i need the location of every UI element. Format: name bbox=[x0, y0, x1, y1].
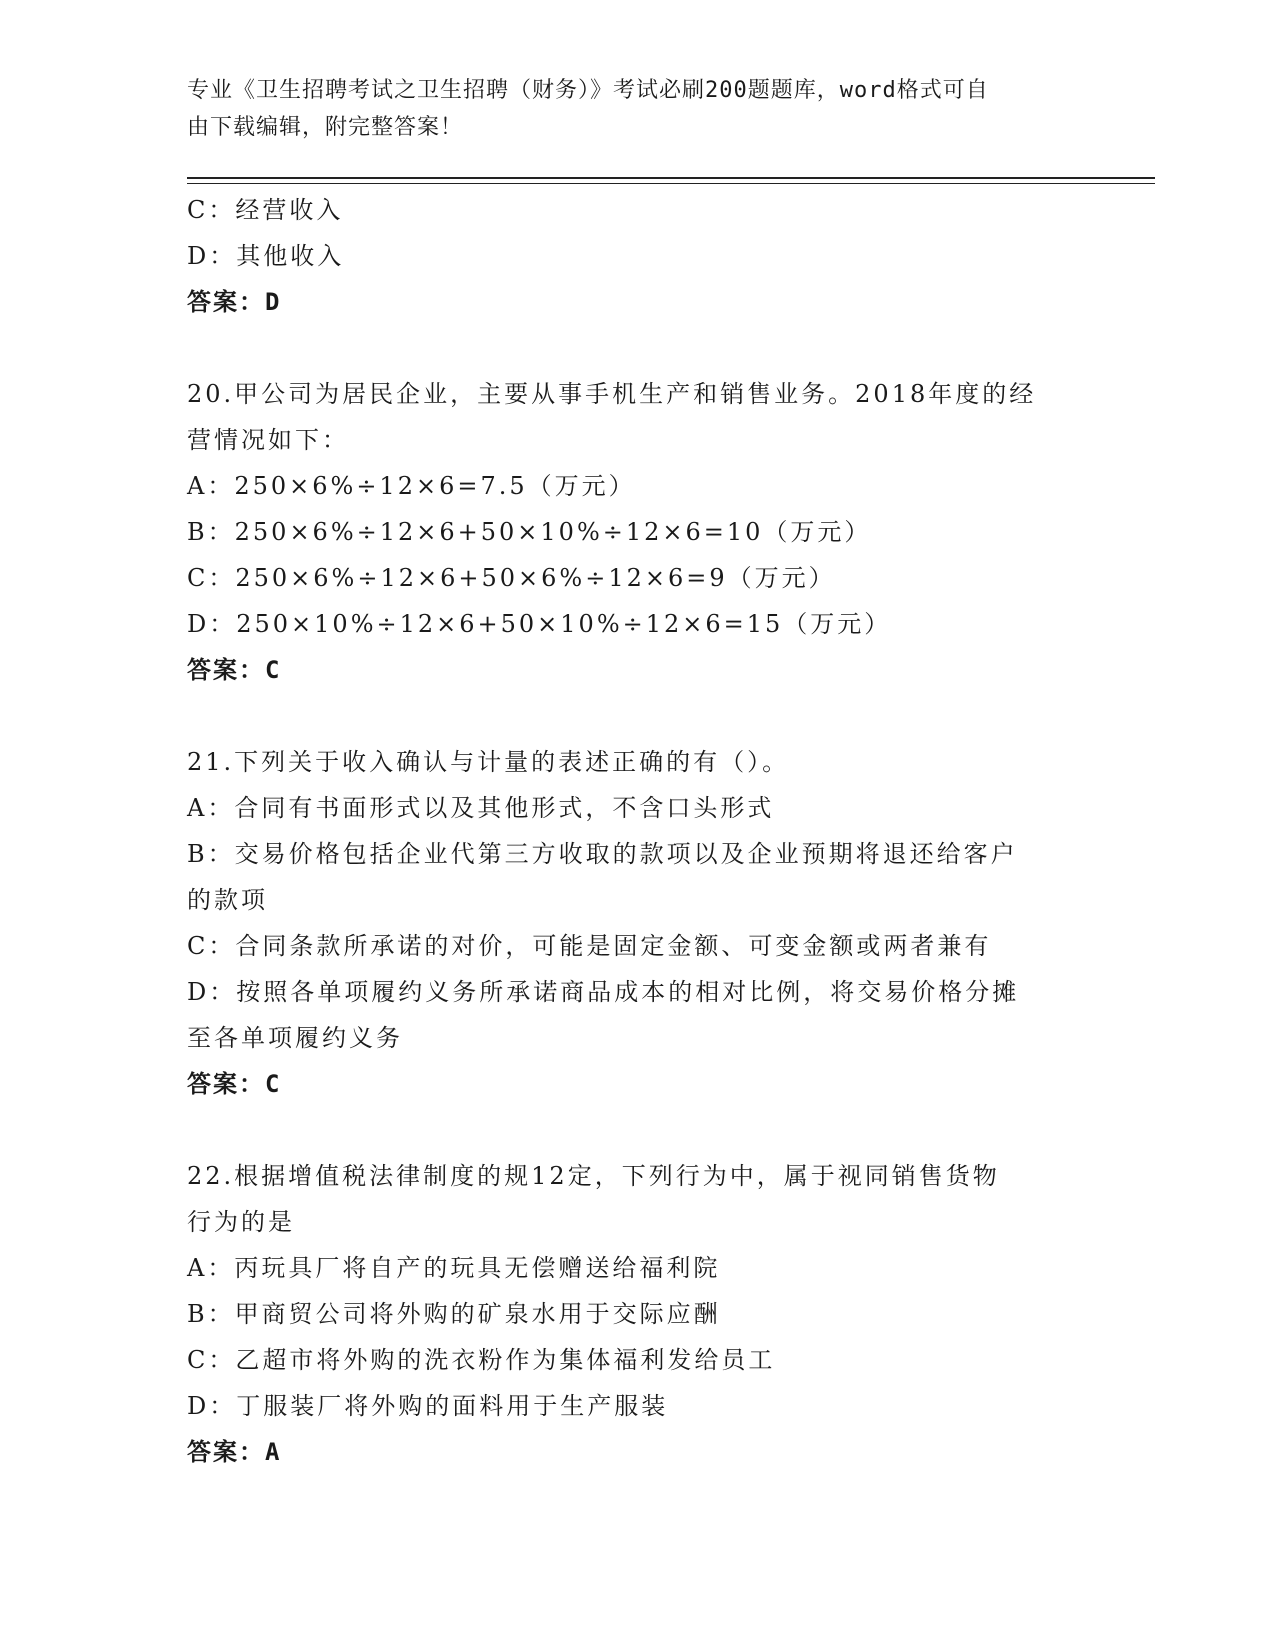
document-header bbox=[187, 72, 1067, 146]
question-block bbox=[187, 739, 1087, 1107]
answer-line: 答案：D bbox=[187, 288, 282, 316]
option-line: D：其他收入 bbox=[187, 242, 345, 270]
block-gap bbox=[187, 1107, 1087, 1153]
block-gap bbox=[187, 325, 1087, 371]
header-line: 专业《卫生招聘考试之卫生招聘（财务）》考试必刷200题题库，word格式可自 bbox=[187, 78, 989, 103]
question-text: 22.根据增值税法律制度的规12定，下列行为中，属于视同销售货物 bbox=[187, 1162, 1000, 1190]
question-list bbox=[187, 187, 1087, 1475]
option-line: 至各单项履约义务 bbox=[187, 1024, 403, 1052]
question-text: 20.甲公司为居民企业，主要从事手机生产和销售业务。2018年度的经 bbox=[187, 380, 1037, 408]
answer-line: 答案：C bbox=[187, 656, 282, 684]
question-text: 营情况如下： bbox=[187, 426, 349, 454]
header-rule-thin bbox=[187, 183, 1155, 184]
answer-line: 答案：C bbox=[187, 1070, 282, 1098]
option-line: D：250×10%÷12×6+50×10%÷12×6=15（万元） bbox=[187, 610, 892, 638]
header-line: 由下载编辑，附完整答案！ bbox=[187, 115, 464, 140]
question-text: 21.下列关于收入确认与计量的表述正确的有（）。 bbox=[187, 748, 790, 776]
option-line: C：250×6%÷12×6+50×6%÷12×6=9（万元） bbox=[187, 564, 836, 592]
question-text: 行为的是 bbox=[187, 1208, 295, 1236]
option-line: A：丙玩具厂将自产的玩具无偿赠送给福利院 bbox=[187, 1254, 721, 1282]
option-line: B：250×6%÷12×6+50×10%÷12×6=10（万元） bbox=[187, 518, 872, 546]
question-block bbox=[187, 187, 1087, 325]
answer-line: 答案：A bbox=[187, 1438, 282, 1466]
option-line: A：合同有书面形式以及其他形式，不含口头形式 bbox=[187, 794, 775, 822]
option-line: 的款项 bbox=[187, 886, 268, 914]
option-line: A：250×6%÷12×6=7.5（万元） bbox=[187, 472, 636, 500]
option-line: D：丁服装厂将外购的面料用于生产服装 bbox=[187, 1392, 669, 1420]
option-line: B：甲商贸公司将外购的矿泉水用于交际应酬 bbox=[187, 1300, 721, 1328]
header-rule bbox=[187, 177, 1155, 179]
option-line: D：按照各单项履约义务所承诺商品成本的相对比例，将交易价格分摊 bbox=[187, 978, 1020, 1006]
option-line: C：乙超市将外购的洗衣粉作为集体福利发给员工 bbox=[187, 1346, 776, 1374]
option-line: C：经营收入 bbox=[187, 196, 344, 224]
question-block bbox=[187, 1153, 1087, 1475]
option-line: B：交易价格包括企业代第三方收取的款项以及企业预期将退还给客户 bbox=[187, 840, 1018, 868]
question-block bbox=[187, 371, 1087, 693]
block-gap bbox=[187, 693, 1087, 739]
option-line: C：合同条款所承诺的对价，可能是固定金额、可变金额或两者兼有 bbox=[187, 932, 992, 960]
